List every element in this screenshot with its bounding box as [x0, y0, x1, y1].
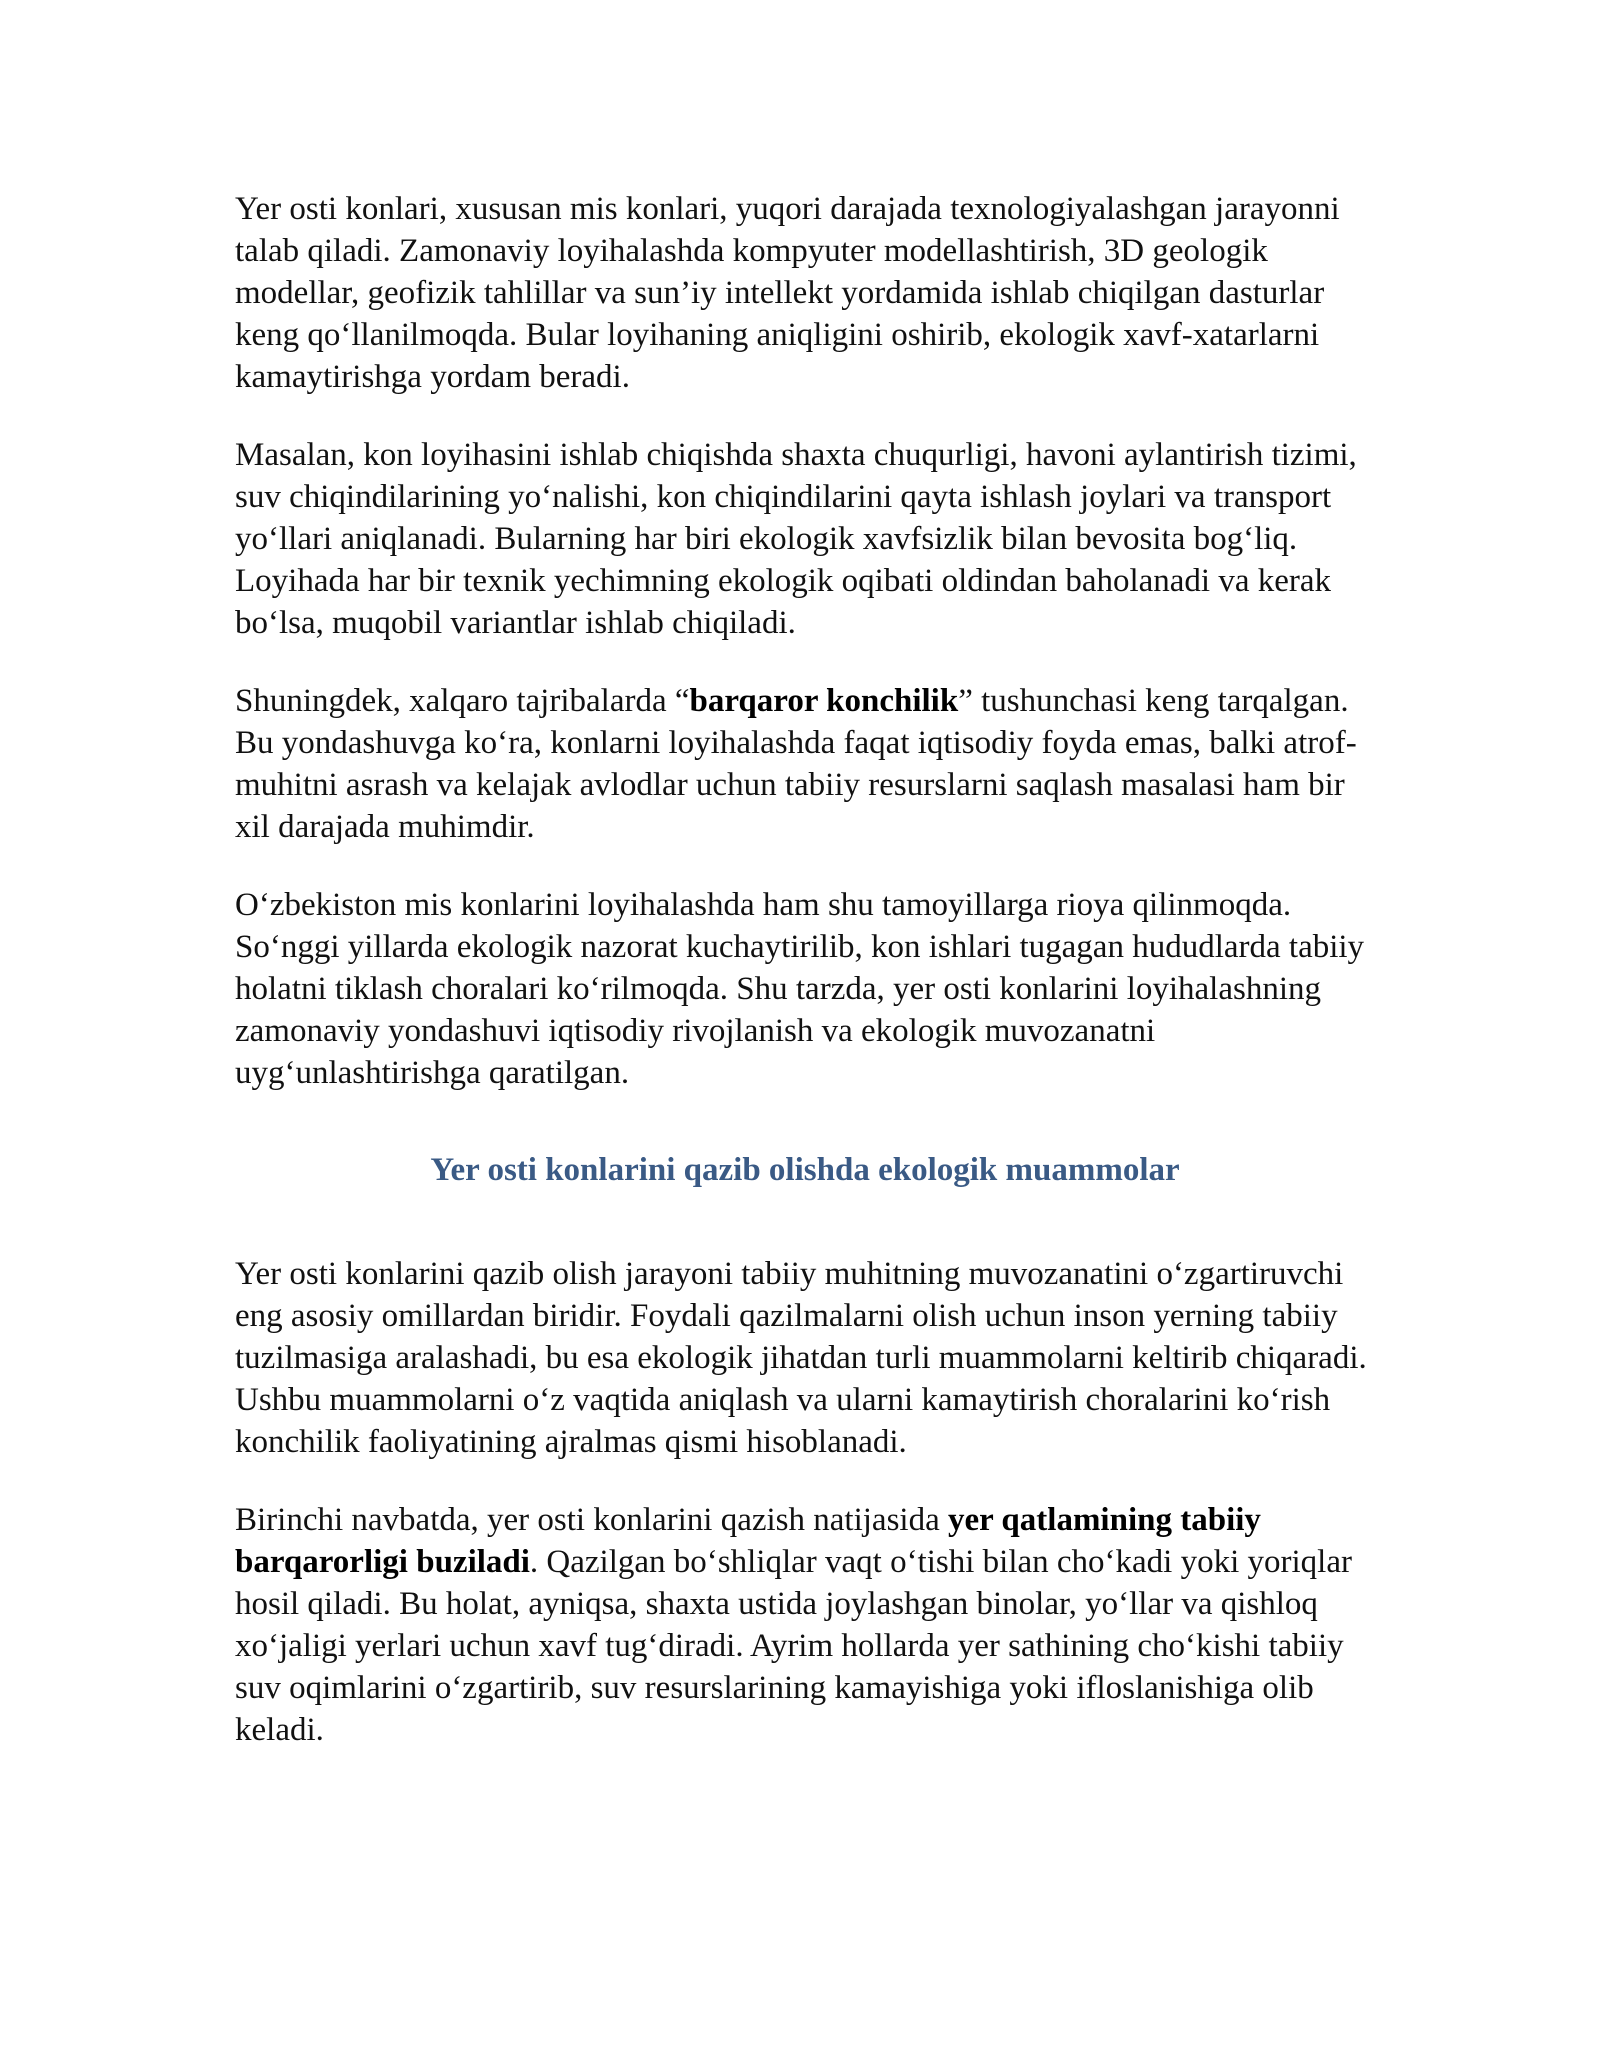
paragraph-text: . Qazilgan bo‘shliqlar vaqt o‘tishi bilan cho‘kadi yoki yoriqlar hosil qiladi. Bu holat, ayniqsa, shaxta ustida joylashgan binolar, yo‘llar va qishloq xo‘jaligi yerlari uchun xavf tug‘diradi. Ayrim hollarda yer sathining cho‘kishi tabiiy suv oqimlarini o‘zgartirib, suv resurslarining kamayishiga yoki ifloslanishiga olib keladi. — [235, 1544, 1352, 1748]
bold-term: yer qatlamining tabiiy barqarorligi buziladi — [235, 1502, 1261, 1580]
paragraph-technology: Yer osti konlari, xususan mis konlari, yuqori darajada texnologiyalashgan jarayonni talab qiladi. Zamonaviy loyihalashda kompyuter modellashtirish, 3D geologik modellar, geofizik tahlillar va sun’iy intellekt yordamida ishlab chiqilgan dasturlar keng qo‘llanilmoqda. Bular loyihaning aniqligini oshirib, ekologik xavf-xatarlarni kamaytirishga yordam beradi. — [235, 191, 1340, 395]
paragraph-ecological-problems: Yer osti konlarini qazib olish jarayoni tabiiy muhitning muvozanatini o‘zgartiruvchi eng asosiy omillardan biridir. Foydali qazilmalarni olish uchun inson yerning tabiiy tuzilmasiga aralashadi, bu esa ekologik jihatdan turli muammolarni keltirib chiqaradi. Ushbu muammolarni o‘z vaqtida aniqlash va ularni kamaytirish choralarini ko‘rish konchilik faoliyatining ajralmas qismi hisoblanadi. — [235, 1256, 1367, 1460]
paragraph-sustainable-mining — [235, 680, 1375, 848]
document-page — [235, 188, 1375, 1787]
paragraph-text: Shuningdek, xalqaro tajribalarda “ — [235, 683, 690, 719]
bold-term: barqaror konchilik — [689, 683, 959, 719]
paragraph-design-example: Masalan, kon loyihasini ishlab chiqishda shaxta chuqurligi, havoni aylantirish tizimi, suv chiqindilarining yo‘nalishi, kon chiqindilarini qayta ishlash joylari va transport yo‘llari aniqlanadi. Bularning har biri ekologik xavfsizlik bilan bevosita bog‘liq. Loyihada har bir texnik yechimning ekologik oqibati oldindan baholanadi va kerak bo‘lsa, muqobil variantlar ishlab chiqiladi. — [235, 437, 1357, 641]
paragraph-text: Birinchi navbatda, yer osti konlarini qazish natijasida — [235, 1502, 948, 1538]
paragraph-ground-stability — [235, 1499, 1375, 1751]
paragraph-uzbekistan: O‘zbekiston mis konlarini loyihalashda ham shu tamoyillarga rioya qilinmoqda. So‘nggi yillarda ekologik nazorat kuchaytirilib, kon ishlari tugagan hududlarda tabiiy holatni tiklash choralari ko‘rilmoqda. Shu tarzda, yer osti konlarini loyihalashning zamonaviy yondashuvi iqtisodiy rivojlanish va ekologik muvozanatni uyg‘unlashtirishga qaratilgan. — [235, 887, 1365, 1091]
paragraph-text: ” tushunchasi keng tarqalgan. Bu yondashuvga ko‘ra, konlarni loyihalashda faqat iqtisodiy foyda emas, balki atrof-muhitni asrash va kelajak avlodlar uchun tabiiy resurslarni saqlash masalasi ham bir xil darajada muhimdir. — [235, 683, 1357, 845]
section-heading: Yer osti konlarini qazib olishda ekologik muammolar — [430, 1152, 1180, 1188]
